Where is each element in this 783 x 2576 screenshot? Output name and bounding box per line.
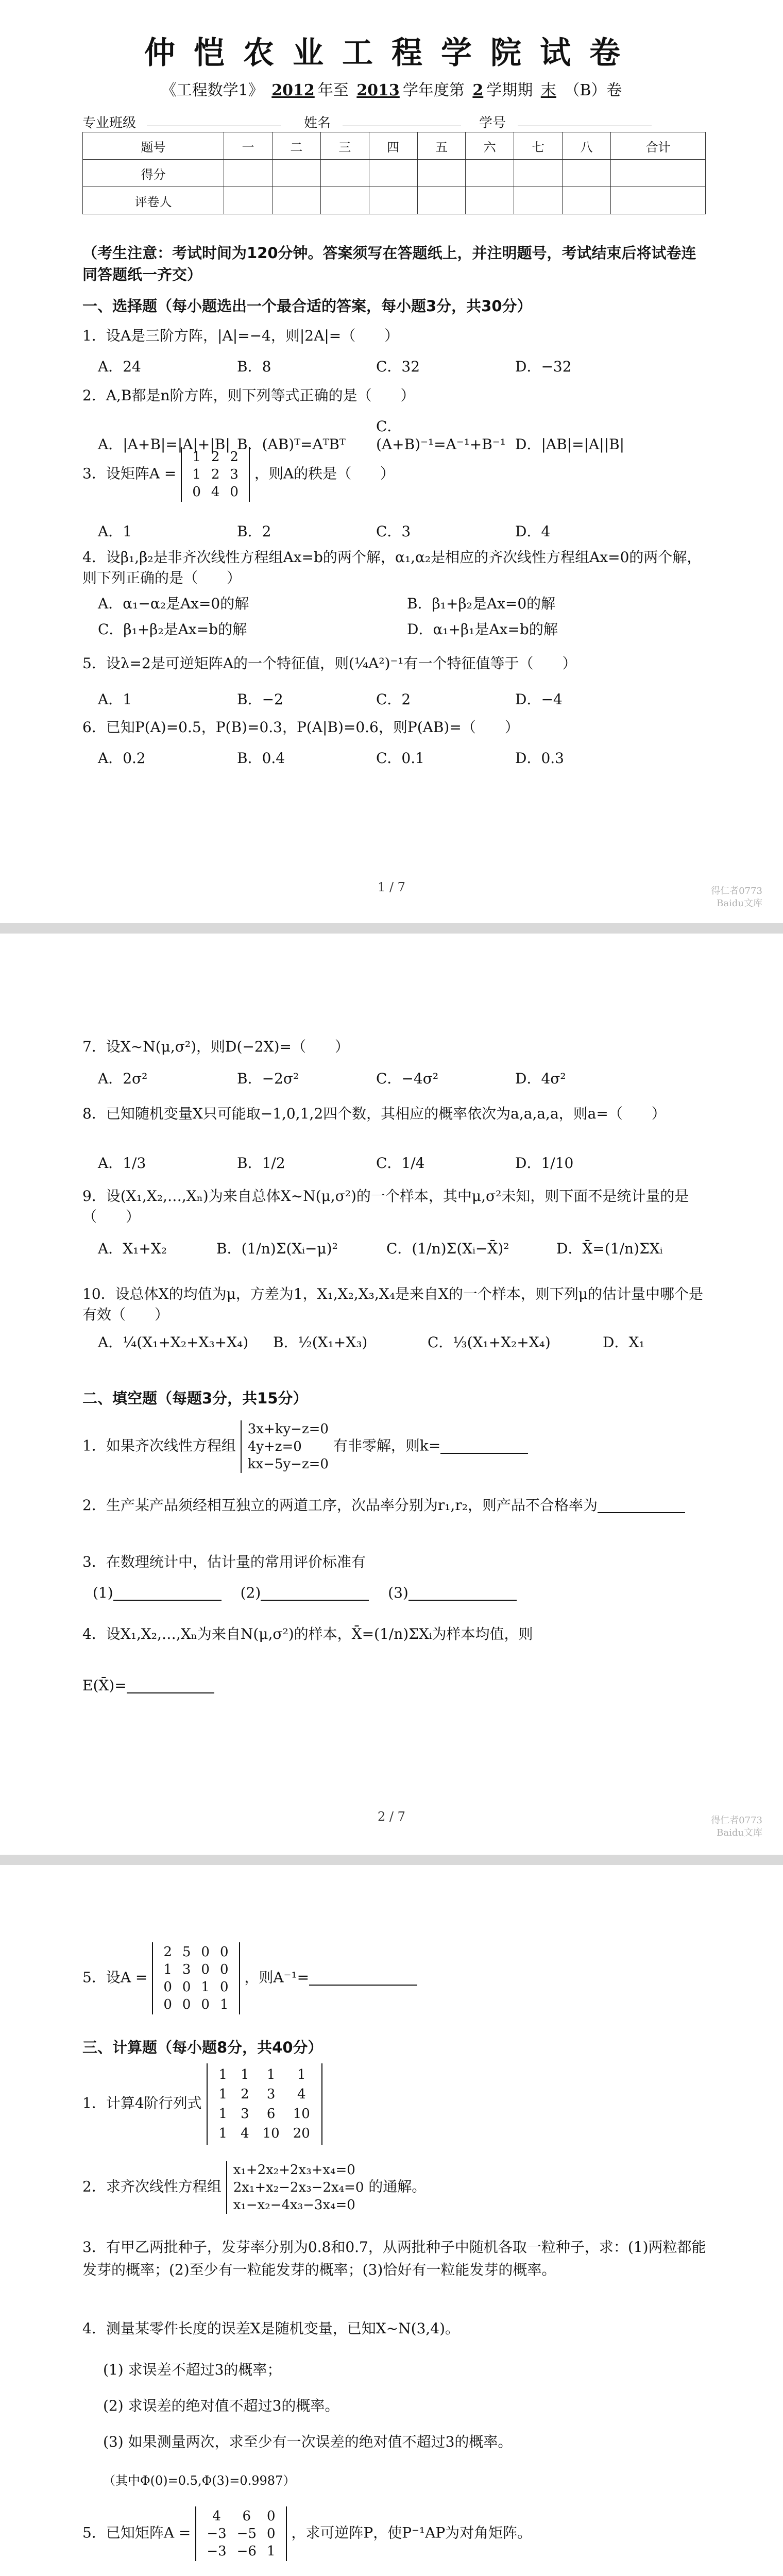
calc-3-2: 2．求齐次线性方程组 x₁+2x₂+2x₃+x₄=0 2x₁+x₂−2x₃−2x₄=0 x₁−x₂−4x₃−3x₄=0 的通解。 (82, 2162, 427, 2213)
question-1-3: 3．设矩阵A = 1 2 2 1 2 3 0 4 0 ，则A的秩是（ ） (82, 447, 395, 502)
options-1-7: A．2σ² B．−2σ² C．−4σ² D．4σ² (98, 1070, 566, 1087)
question-1-10: 10．设总体X的均值为μ，方差为1，X₁,X₂,X₃,X₄是来自X的一个样本，则下列μ的估计量中哪个是有效（ ） (82, 1285, 704, 1323)
options-1-9: A．X₁+X₂ B．(1/n)Σ(Xᵢ−μ)² C．(1/n)Σ(Xᵢ−X̄)² D．X̄=(1/n)ΣXᵢ (98, 1240, 663, 1257)
page-2 (0, 934, 783, 1855)
page-3 (0, 1865, 783, 2576)
question-1-6: 6．已知P(A)=0.5，P(B)=0.3，P(A|B)=0.6，则P(AB)=（ ） (82, 719, 519, 736)
question-1-8: 8．已知随机变量X只可能取−1,0,1,2四个数，其相应的概率依次为a,a,a,a，则a=（ ） (82, 1105, 666, 1122)
question-1-7: 7．设X~N(μ,σ²)，则D(−2X)=（ ） (82, 1038, 349, 1055)
calc-3-5: 5．已知矩阵A = 4 6 0 −3 −5 0 −3 −6 1 ，求可逆阵P，使P⁻¹AP为对角矩阵。 (82, 2506, 532, 2561)
page-1 (0, 0, 783, 923)
options-1-6: A．0.2 B．0.4 C．0.1 D．0.3 (98, 750, 564, 767)
watermark-2: 得仁者0773 Baidu文库 (711, 1815, 762, 1838)
fill-2-3-items: (1) (2) (3) (93, 1583, 517, 1603)
options-1-3: A．1 B．2 C．3 D．4 (98, 523, 551, 540)
fill-2-1: 1．如果齐次线性方程组 3x+ky−z=0 4y+z=0 kx−5y−z=0 有非零解，则k= (82, 1420, 528, 1473)
score-table: 题号 一 二 三 四 五 六 七 八 合计 得分 评卷人 (82, 132, 706, 214)
matrix-3-5: 4 6 0 −3 −5 0 −3 −6 1 (195, 2506, 286, 2561)
question-1-1: 1．设A是三阶方阵，|A|=−4，则|2A|=（ ） (82, 327, 399, 344)
field-name: 姓名 (304, 115, 331, 131)
matrix-2-5: 2 5 0 0 1 3 0 0 0 0 1 0 0 0 0 1 (152, 1942, 240, 2014)
exam-notice: （考生注意：考试时间为120分钟。答案须写在答题纸上，并注明题号，考试结束后将试卷连同答题纸一齐交） (82, 244, 696, 283)
section3-heading: 三、计算题（每小题8分，共40分） (82, 2039, 323, 2056)
field-class: 专业班级 (82, 115, 137, 131)
calc-3-4-note: （其中Φ(0)=0.5,Φ(3)=0.9987） (103, 2473, 296, 2488)
determinant-3-1: 1 1 1 1 1 2 3 4 1 3 6 10 1 4 10 20 (207, 2063, 322, 2145)
question-1-2: 2．A,B都是n阶方阵，则下列等式正确的是（ ） (82, 387, 415, 404)
section2-heading: 二、填空题（每题3分，共15分） (82, 1389, 308, 1407)
options-1-4: A．α₁−α₂是Ax=0的解 B．β₁+β₂是Ax=0的解 (98, 595, 556, 612)
fill-2-4: 4．设X₁,X₂,…,Xₙ为来自N(μ,σ²)的样本，X̄=(1/n)ΣXᵢ为样本均值，则 (82, 1625, 533, 1642)
fill-2-3: 3．在数理统计中，估计量的常用评价标准有 (82, 1553, 366, 1570)
exam-title: 仲恺农业工程学院试卷 (144, 35, 639, 71)
calc-3-3: 3．有甲乙两批种子，发芽率分别为0.8和0.7，从两批种子中随机各取一粒种子，求：(1)两粒都能发芽的概率；(2)至少有一粒能发芽的概率；(3)恰好有一粒能发芽的概率。 (82, 2239, 706, 2278)
page-footer-1: 1 / 7 (378, 880, 405, 894)
watermark-1: 得仁者0773 Baidu文库 (711, 886, 762, 909)
system-2-1: 3x+ky−z=0 4y+z=0 kx−5y−z=0 (241, 1420, 329, 1473)
options-1-2: A．|A+B|=|A|+|B| B．(AB)ᵀ=AᵀBᵀC．(A+B)⁻¹=A⁻¹+B⁻¹ D．|AB|=|A||B| (98, 418, 625, 453)
exam-subtitle: 《工程数学1》 2012 年至 2013 学年度第 2 学期期 末 （B）卷 (161, 81, 622, 99)
options-1-8: A．1/3 B．1/2 C．1/4 D．1/10 (98, 1155, 574, 1172)
question-1-5: 5．设λ=2是可逆矩阵A的一个特征值，则(¼A²)⁻¹有一个特征值等于（ ） (82, 655, 577, 672)
calc-3-4-part1: (1) 求误差不超过3的概率； (103, 2361, 282, 2378)
fill-2-4b: E(X̄)= (82, 1675, 214, 1696)
options-1-10: A．¼(X₁+X₂+X₃+X₄) B．½(X₁+X₃) C．⅓(X₁+X₂+X₄) D．X₁ (98, 1334, 645, 1351)
question-1-4: 4．设β₁,β₂是非齐次线性方程组Ax=b的两个解，α₁,α₂是相应的齐次线性方程组Ax=0的两个解，则下列正确的是（ ） (82, 549, 702, 586)
options-1-4b: C．β₁+β₂是Ax=b的解 D．α₁+β₁是Ax=b的解 (98, 621, 558, 638)
calc-3-1: 1．计算4阶行列式 1 1 1 1 1 2 3 4 1 3 6 10 1 4 10 20 (82, 2063, 322, 2145)
section1-heading: 一、选择题（每小题选出一个最合适的答案，每小题3分，共30分） (82, 297, 532, 315)
field-id: 学号 (479, 115, 506, 131)
system-3-2: x₁+2x₂+2x₃+x₄=0 2x₁+x₂−2x₃−2x₄=0 x₁−x₂−4x₃−3x₄=0 (226, 2161, 364, 2214)
options-1-1: A．24 B．8 C．32 D．−32 (98, 358, 572, 375)
question-1-9: 9．设(X₁,X₂,…,Xₙ)为来自总体X~N(μ,σ²)的一个样本，其中μ,σ²未知，则下面不是统计量的是（ ） (82, 1188, 689, 1225)
calc-3-4-part3: (3) 如果测量两次，求至少有一次误差的绝对值不超过3的概率。 (103, 2433, 513, 2450)
calc-3-4: 4．测量某零件长度的误差X是随机变量，已知X~N(3,4)。 (82, 2320, 460, 2337)
page-footer-2: 2 / 7 (378, 1809, 405, 1824)
calc-3-4-part2: (2) 求误差的绝对值不超过3的概率。 (103, 2397, 339, 2414)
fill-2-2: 2．生产某产品须经相互独立的两道工序，次品率分别为r₁,r₂，则产品不合格率为 (82, 1495, 711, 1516)
fill-2-5: 5．设A = 2 5 0 0 1 3 0 0 0 0 1 0 0 0 0 1 ，则A⁻¹= (82, 1942, 417, 2014)
options-1-5: A．1 B．−2 C．2 D．−4 (98, 691, 563, 708)
matrix-q3: 1 2 2 1 2 3 0 4 0 (181, 447, 250, 502)
